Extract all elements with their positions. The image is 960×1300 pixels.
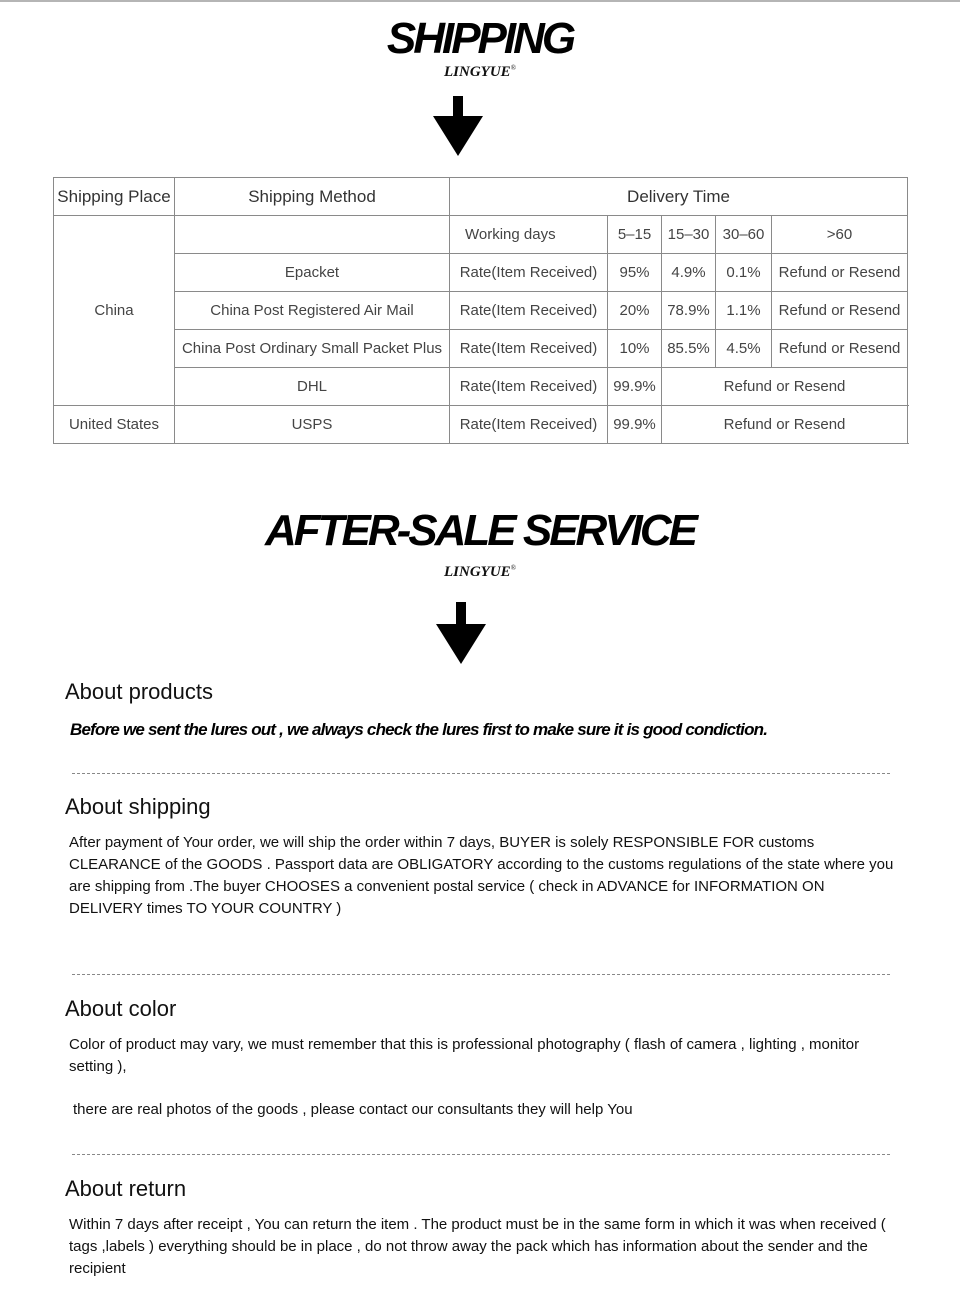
method-empty [175,216,450,254]
shipping-title: SHIPPING [386,14,574,63]
table-row [54,330,908,368]
brand-mark: ® [510,564,516,572]
place-china: China [54,216,175,406]
method-cell: DHL [175,368,450,406]
range-30-60: 30–60 [716,216,772,254]
value-cell: 20% [608,292,662,330]
value-cell: 4.5% [716,330,772,368]
method-cell: Epacket [175,254,450,292]
aftersale-title: AFTER-SALE SERVICE [264,506,696,555]
about-color-text: Color of product may vary, we must remember that this is professional photography ( flash of camera , lighting , monitor setting ), [69,1036,860,1075]
value-cell: 78.9% [662,292,716,330]
brand-mark: ® [510,64,516,72]
section-divider [72,974,890,975]
header-shipping-place: Shipping Place [54,178,175,216]
method-cell: USPS [175,406,450,444]
range-over-60: >60 [772,216,908,254]
range-15-30: 15–30 [662,216,716,254]
value-cell: 1.1% [716,292,772,330]
table-row [54,406,908,444]
value-cell: Refund or Resend [662,406,908,444]
value-cell: 10% [608,330,662,368]
about-products-title: About products [65,679,213,704]
value-cell: 85.5% [662,330,716,368]
rate-cell: Rate(Item Received) [450,292,608,330]
down-arrow-icon [436,602,486,664]
rate-cell: Rate(Item Received) [450,330,608,368]
value-cell: Refund or Resend [772,330,908,368]
about-shipping-title: About shipping [65,794,211,819]
table-row [54,368,908,406]
table-header-row [54,178,908,216]
about-color-text-2: there are real photos of the goods , please contact our consultants they will help You [73,1101,633,1118]
table-row [54,292,908,330]
method-cell: China Post Ordinary Small Packet Plus [175,330,450,368]
about-products-text: Before we sent the lures out , we always check the lures first to make sure it is good condiction. [70,720,768,739]
table-row [54,254,908,292]
brand-name: LINGYUE [444,564,511,580]
section-divider [72,773,890,774]
value-cell: 4.9% [662,254,716,292]
value-cell: Refund or Resend [772,254,908,292]
table-row [54,216,908,254]
header-delivery-time: Delivery Time [450,178,908,216]
about-color-title: About color [65,996,177,1021]
place-united-states: United States [54,406,175,444]
section-divider [72,1154,890,1155]
value-cell: Refund or Resend [662,368,908,406]
about-return-text: Within 7 days after receipt , You can return the item . The product must be in the same form in which it was when received ( tags ,labels ) everything should be in place , do not throw away the pack which has information about the sender and the recipient [69,1216,886,1277]
top-divider [0,0,960,2]
range-5-15: 5–15 [608,216,662,254]
rate-cell: Rate(Item Received) [450,406,608,444]
value-cell: 95% [608,254,662,292]
about-shipping-text: After payment of Your order, we will ship the order within 7 days, BUYER is solely RESPONSIBLE FOR customs CLEARANCE of the GOODS . Passport data are OBLIGATORY according to the customs regulations of the state where you are shipping from .The buyer CHOOSES a convenient postal service ( check in ADVANCE for INFORMATION ON DELIVERY times TO YOUR COUNTRY ) [69,834,894,917]
shipping-table [53,177,908,444]
value-cell: 99.9% [608,368,662,406]
working-days-label: Working days [450,216,608,254]
down-arrow-icon [433,96,483,158]
aftersale-brand [0,564,960,581]
value-cell: 99.9% [608,406,662,444]
header-shipping-method: Shipping Method [175,178,450,216]
method-cell: China Post Registered Air Mail [175,292,450,330]
shipping-brand [0,64,960,81]
value-cell: 0.1% [716,254,772,292]
rate-cell: Rate(Item Received) [450,368,608,406]
about-return-title: About return [65,1176,187,1201]
value-cell: Refund or Resend [772,292,908,330]
rate-cell: Rate(Item Received) [450,254,608,292]
brand-name: LINGYUE [444,64,511,80]
